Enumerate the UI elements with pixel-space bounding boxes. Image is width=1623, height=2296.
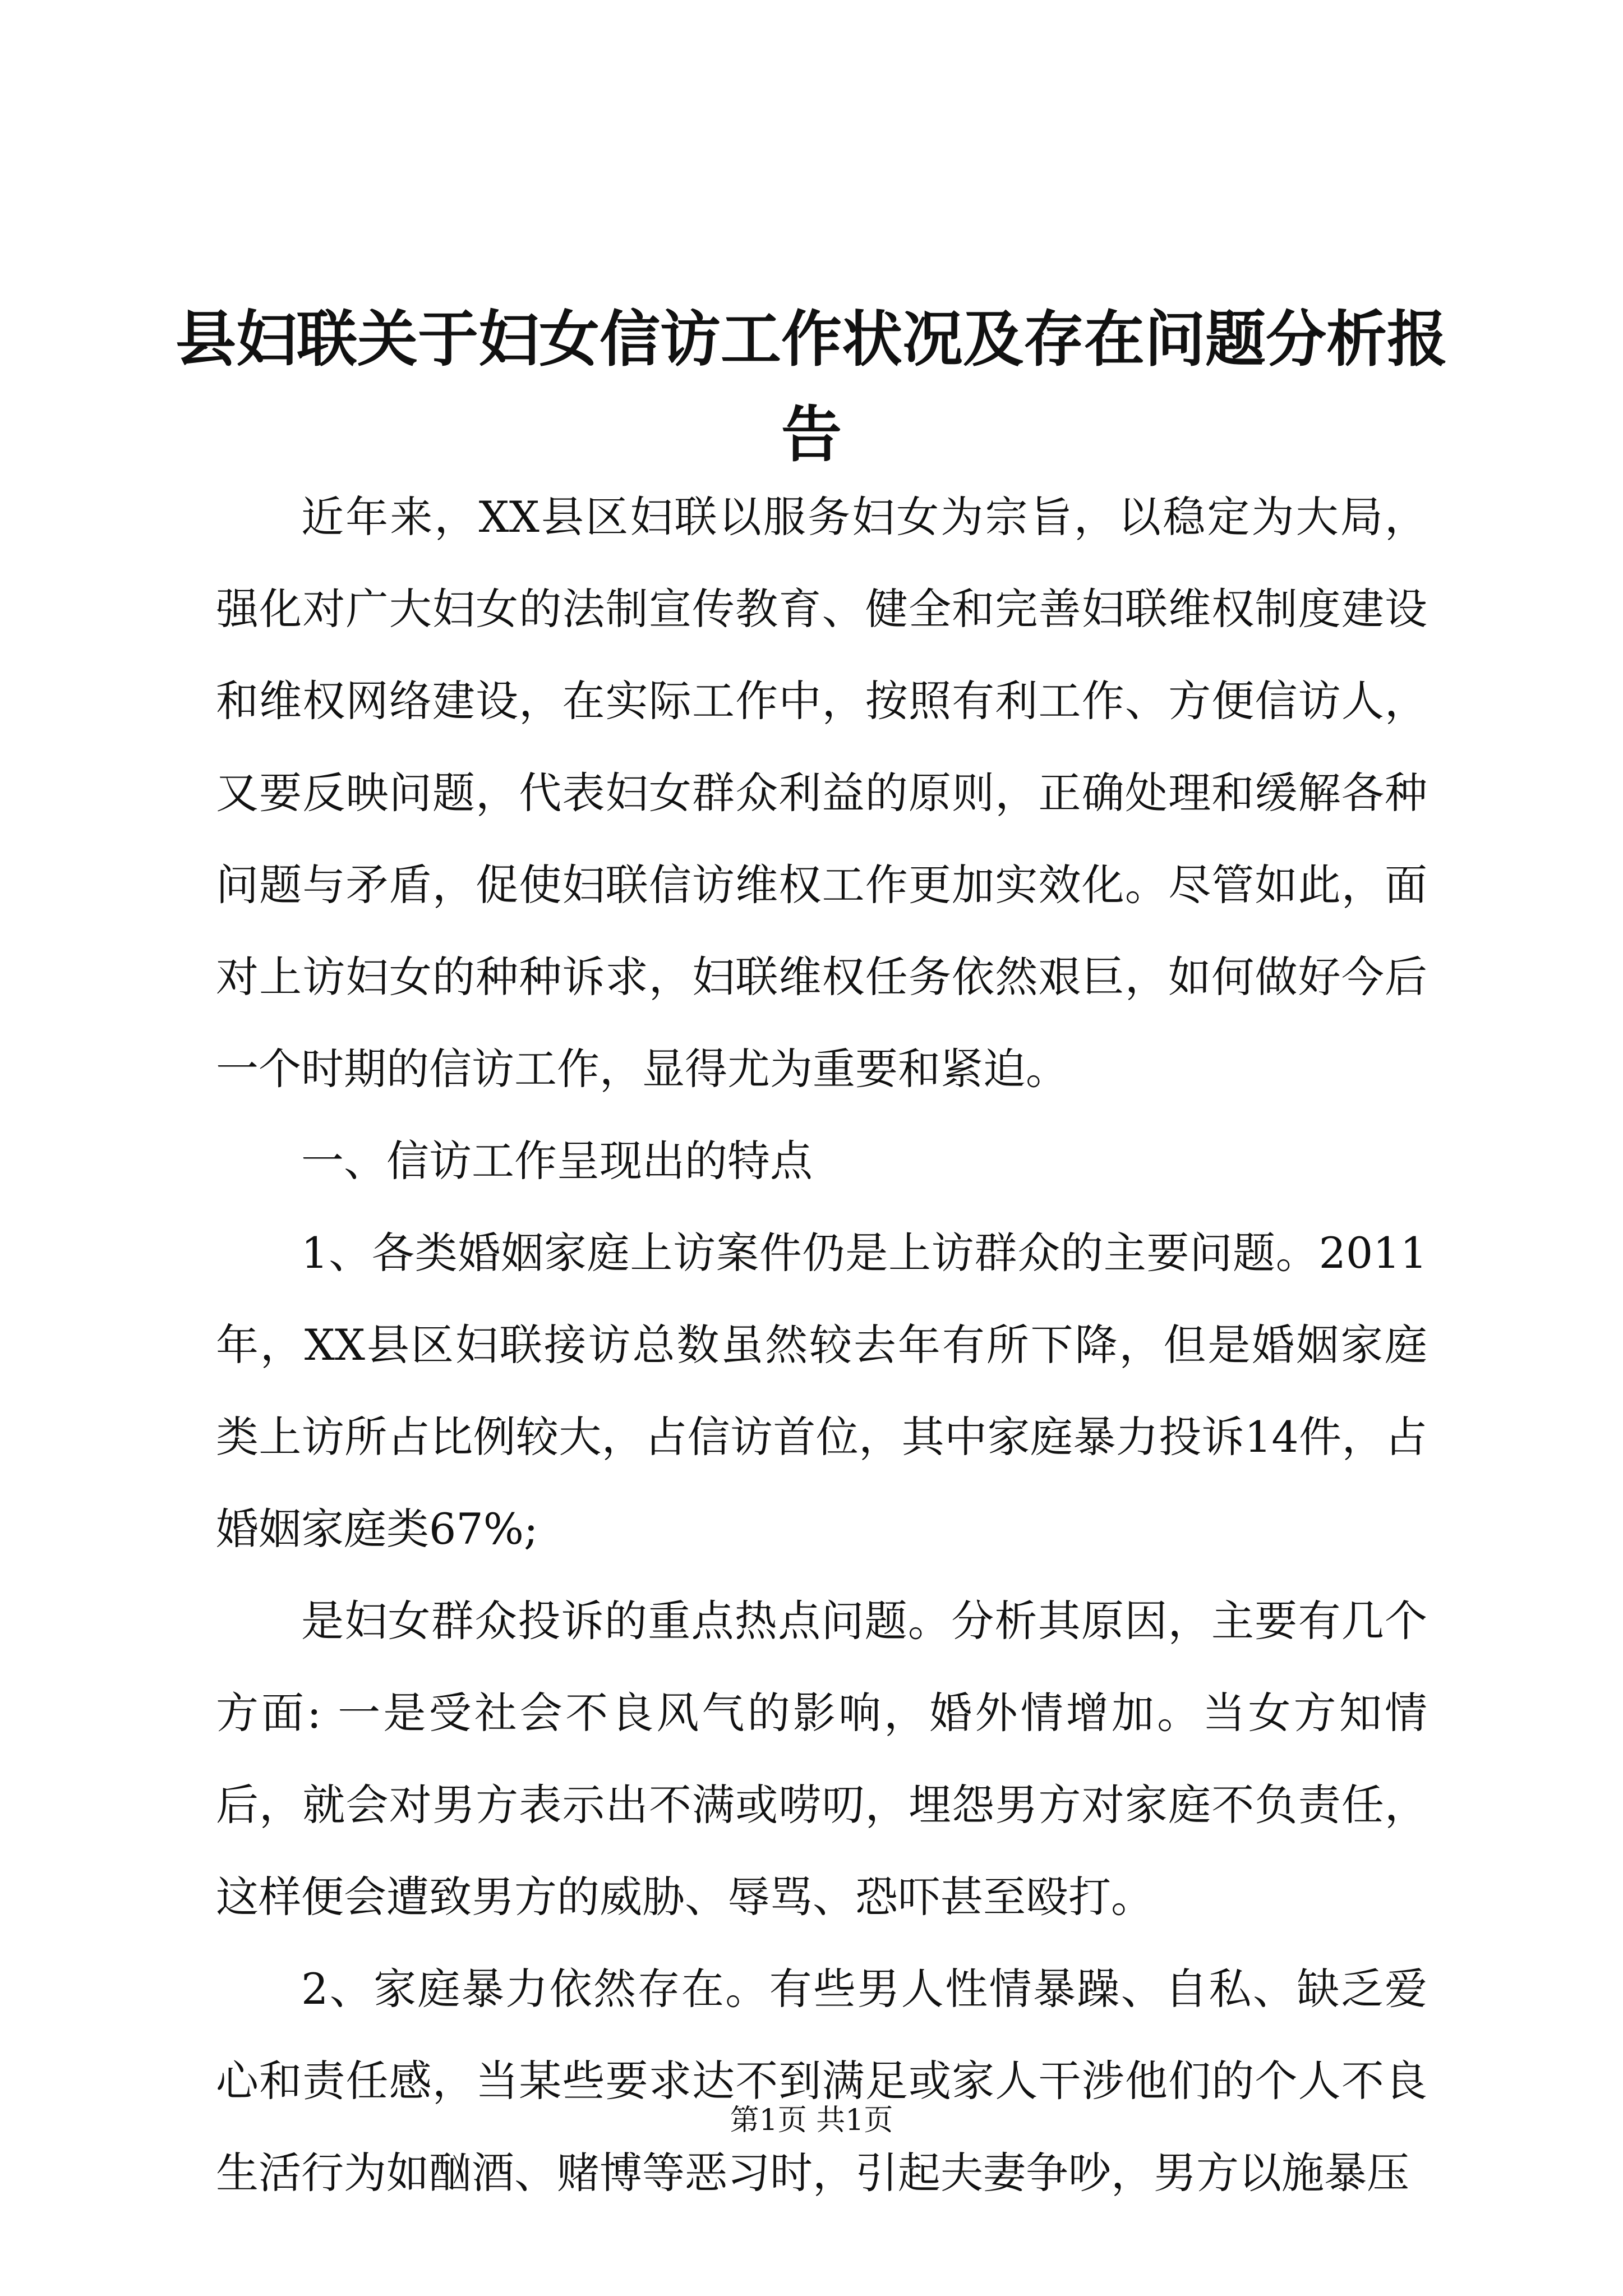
paragraph-point-1: 1、各类婚姻家庭上访案件仍是上访群众的主要问题。2011年，XX县区妇联接访总数虽然较去年有所下降，但是婚姻家庭类上访所占比例较大，占信访首位，其中家庭暴力投诉14件，占婚姻家庭类67%;	[216, 1228, 1427, 1554]
document-body	[216, 471, 1427, 2219]
paragraph-point-2: 2、家庭暴力依然存在。有些男人性情暴躁、自私、缺乏爱心和责任感，当某些要求达不到满足或家人干涉他们的个人不良生活行为如酗酒、赌博等恶习时，引起夫妻争吵，男方以施暴压	[216, 1964, 1427, 2198]
document-title: 县妇联关于妇女信访工作状况及存在问题分析报告	[175, 304, 1447, 470]
paragraph-intro: 近年来，XX县区妇联以服务妇女为宗旨，以稳定为大局，强化对广大妇女的法制宣传教育、健全和完善妇联维权制度建设和维权网络建设，在实际工作中，按照有利工作、方便信访人，又要反映问题，代表妇女群众利益的原则，正确处理和缓解各种问题与矛盾，促使妇联信访维权工作更加实效化。尽管如此，面对上访妇女的种种诉求，妇联维权任务依然艰巨，如何做好今后一个时期的信访工作，显得尤为重要和紧迫。	[216, 492, 1427, 1094]
section-heading-features: 一、信访工作呈现出的特点	[301, 1136, 813, 1186]
page-number-footer: 第1页 共1页	[730, 2104, 893, 2137]
paragraph-analysis: 是妇女群众投诉的重点热点问题。分析其原因，主要有几个方面: 一是受社会不良风气的影响，婚外情增加。当女方知情后，就会对男方表示出不满或唠叨，埋怨男方对家庭不负责任，这样便会遭致男方的威胁、辱骂、恐吓甚至殴打。	[216, 1596, 1427, 1922]
